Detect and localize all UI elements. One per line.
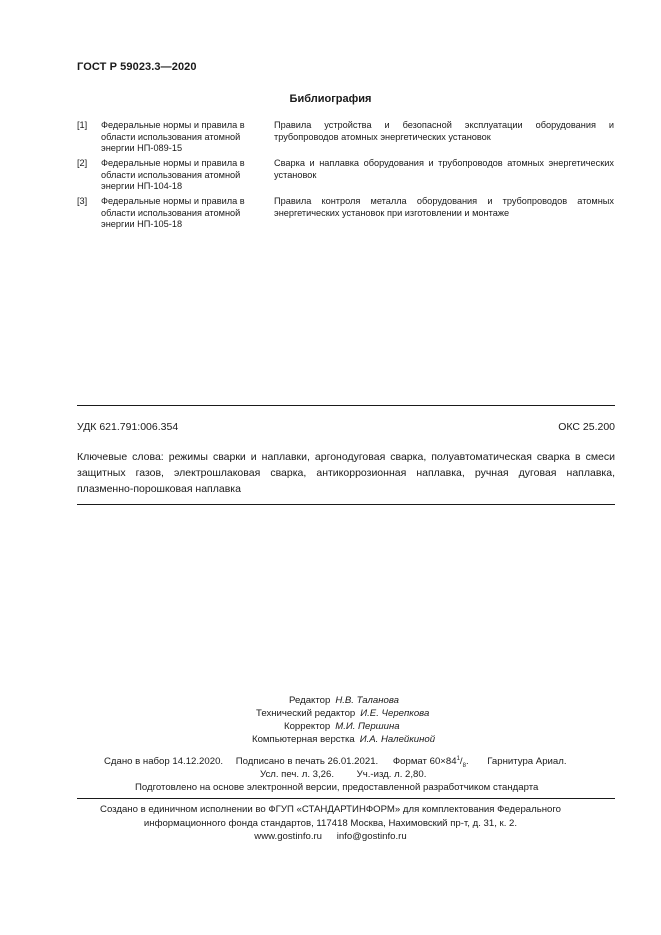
format-denominator: 8 [462, 763, 466, 770]
credit-person: И.Е. Черепкова [360, 708, 430, 719]
credit-corrector [284, 721, 400, 732]
divider-top [77, 405, 615, 406]
entry-description: Правила контроля металла оборудования и трубопроводов атомных энергетических установок при изготовлении и монтаже [274, 196, 614, 218]
credit-role: Компьютерная верстка [252, 734, 355, 745]
credit-tech-editor [256, 708, 429, 719]
entry-source: Федеральные нормы и правила в области использования атомной энергии НП-104-18 [101, 158, 245, 192]
footer-email[interactable]: info@gostinfo.ru [336, 831, 407, 843]
pub-sheets: Уч.-изд. л. 2,80. [356, 769, 427, 780]
credit-editor [289, 695, 399, 706]
footer-contacts [0, 830, 661, 844]
typeface: Гарнитура Ариал. [487, 756, 567, 768]
credit-role: Корректор [284, 721, 331, 732]
bibliography-entry [77, 196, 617, 236]
credit-role: Технический редактор [256, 708, 356, 719]
bibliography-entry [77, 158, 617, 198]
credit-person: М.И. Першина [335, 721, 400, 732]
prepared-note: Подготовлено на основе электронной версии, предоставленной разработчиком стандарта [135, 782, 539, 793]
entry-source: Федеральные нормы и правила в области использования атомной энергии НП-089-15 [101, 120, 245, 154]
submitted-date: Сдано в набор 14.12.2020. [104, 756, 224, 768]
credit-layout [252, 734, 435, 745]
divider-bottom [77, 798, 615, 799]
paper-format: Формат $60\times 84^1/_8$. [392, 756, 469, 770]
oks-code: ОКС 25.200 [558, 421, 615, 433]
keywords-paragraph: Ключевые слова: режимы сварки и наплавки, аргонодуговая сварка, полуавтоматическая сварка в смеси защитных газов, электрошлаковая сварка, антикоррозионная наплавка, ручная дуговая наплавка, плазменно-порошковая наплавка [77, 451, 615, 495]
udk-code: УДК 621.791:006.354 [77, 421, 179, 433]
footer-block [0, 803, 661, 844]
entry-description: Правила устройства и безопасной эксплуатации оборудования и трубопроводов атомных энергетических установок [274, 120, 614, 142]
signed-date: Подписано в печать 26.01.2021. [235, 756, 379, 768]
credit-person: И.А. Налейкиной [359, 734, 436, 745]
publication-sheets-line [260, 769, 426, 780]
bibliography-title: Библиография [289, 93, 372, 105]
credit-role: Редактор [289, 695, 331, 706]
entry-number: [1] [77, 120, 88, 130]
bibliography-entry [77, 120, 617, 160]
entry-description: Сварка и наплавка оборудования и трубопроводов атомных энергетических установок [274, 158, 614, 180]
document-code: ГОСТ Р 59023.3—2020 [77, 61, 197, 73]
print-sheets: Усл. печ. л. 3,26. [260, 769, 334, 780]
format-prefix: Формат 60×84 [392, 756, 457, 768]
entry-source: Федеральные нормы и правила в области использования атомной энергии НП-105-18 [101, 196, 245, 230]
footer-website[interactable]: www.gostinfo.ru [254, 831, 323, 843]
entry-number: [2] [77, 158, 88, 168]
footer-line-2: информационного фонда стандартов, 117418 Москва, Нахимовский пр-т, д. 31, к. 2. [143, 817, 518, 829]
divider-keywords [77, 504, 615, 505]
publication-dates-line [104, 756, 567, 769]
entry-number: [3] [77, 196, 88, 206]
footer-line-1: Создано в единичном исполнении во ФГУП «СТАНДАРТИНФОРМ» для комплектования Федерального [100, 804, 561, 815]
format-numerator: 1 [456, 756, 460, 762]
credit-person: Н.В. Таланова [335, 695, 400, 706]
